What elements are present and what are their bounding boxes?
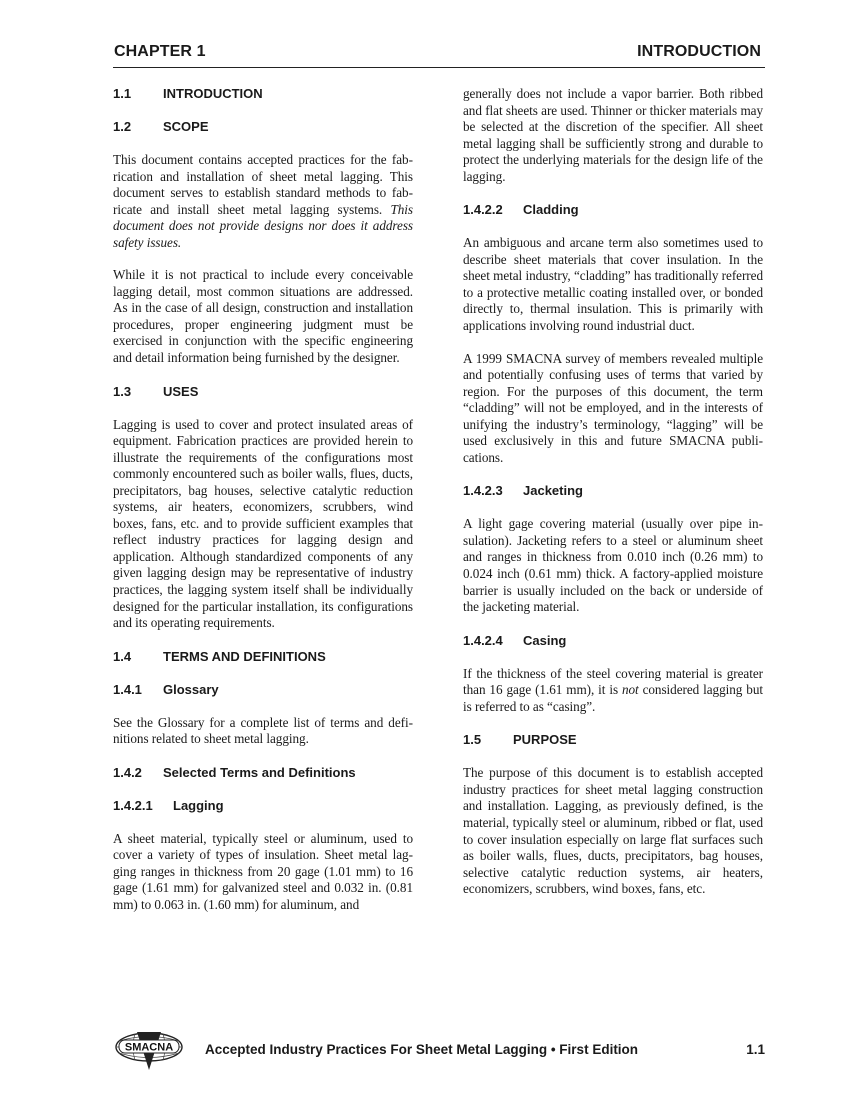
scope-paragraph-2: While it is not practical to include every conceivable lagging detail, most common situations are addressed. As in the case of all design, construction and installation procedures, proper engineering judgment must be exercised in conjunction with the specific engineering and detail information being furnished by the designer.: [113, 267, 413, 366]
chapter-label: CHAPTER 1: [114, 43, 206, 60]
svg-text:SMACNA: SMACNA: [124, 1041, 174, 1054]
cladding-paragraph-2: A 1999 SMACNA survey of members revealed multiple and potentially confusing uses of terms that varied by region. For the purposes of this document, the term “cladding” will not be employed, and in the interests of unifying the industry’s terminology, “lagging” will be used exclusively in this and future SMACNA publications.: [463, 350, 763, 465]
casing-paragraph: If the thickness of the steel covering material is greater than 16 gage (1.61 mm), it is not considered lagging but is referred to as “casing”.: [463, 665, 763, 714]
scope-paragraph-1: This document contains accepted practices for the fabrication and installation of sheet metal lagging. This document serves to establish standard methods to fabricate and install sheet metal lagging systems. This document does not provide designs nor does it address safety issues.: [113, 152, 413, 250]
left-column: [113, 86, 413, 914]
jacketing-paragraph: A light gage covering material (usually over pipe insulation). Jacketing refers to a steel or aluminum sheet and ranges in thickness from 0.010 inch (0.26 mm) to 0.024 inch (0.61 mm) thick. A factory-applied moisture barrier is usually included on the back or underside of the jacketing material.: [463, 516, 763, 615]
lagging-paragraph: A sheet material, typically steel or aluminum, used to cover a variety of types of insulation. Sheet metal lagging ranges in thickness from 20 gage (1.01 mm) to 16 gage (1.61 mm) for galvanized steel and 0.032 in. (0.81 mm) to 0.063 in. (1.60 mm) for aluminum, and: [113, 830, 413, 912]
heading-1-3: 1.3 USES: [113, 383, 199, 399]
header-section-title: INTRODUCTION: [637, 43, 761, 60]
purpose-paragraph: The purpose of this document is to establish accepted industry practices for sheet metal lagging construction and installation. Lagging, as previously defined, is the material, typically steel or aluminum, ribbed or flat, used to cover insulation especially on large flat surfaces such as boiler walls, flues, ducts, precipitators, bag houses, selective catalytic reduction systems, air heaters, economizers, scrubbers, wind boxes, fans, etc.: [463, 765, 763, 897]
heading-1-4-2-3: 1.4.2.3 Jacketing: [463, 483, 583, 499]
heading-1-4: 1.4 TERMS AND DEFINITIONS: [113, 648, 326, 664]
right-column: [463, 86, 763, 898]
heading-1-1: 1.1 INTRODUCTION: [113, 86, 263, 101]
cladding-paragraph-1: An ambiguous and arcane term also sometimes used to describe sheet materials that cover insulation. In the sheet metal industry, “cladding” has traditionally referred to a protective metallic coating installed over, or bonded directly to, thermal insulation. This is primarily with applications involving round industrial duct.: [463, 235, 763, 334]
heading-1-4-2-4: 1.4.2.4 Casing: [463, 632, 567, 648]
running-footer: [113, 1028, 765, 1072]
glossary-paragraph: See the Glossary for a complete list of terms and definitions related to sheet metal lagging.: [113, 714, 413, 747]
heading-1-2: 1.2 SCOPE: [113, 119, 209, 134]
page-number: 1.1: [746, 1042, 765, 1057]
heading-1-5: 1.5 PURPOSE: [463, 732, 577, 748]
heading-1-4-2-1: 1.4.2.1 Lagging: [113, 797, 224, 813]
running-header: [113, 43, 765, 68]
uses-paragraph: Lagging is used to cover and protect insulated areas of equipment. Fabrication practices are provided herein to illustrate the requirements of the configurations most commonly encountered such as boiler walls, flues, ducts, precipitators, bag houses, selective catalytic reduction systems, air heaters, economizers, scrubbers, wind boxes, fans, etc. and to provide sufficient examples that reflect industry practices for lagging design and application. Although standardized components of any given lagging design may be representative of industry practices, the lagging system itself shall be individually designed for the particular installation, its configurations and its operating requirements.: [113, 416, 413, 631]
heading-1-4-1: 1.4.1 Glossary: [113, 681, 219, 697]
lagging-paragraph-continued: generally does not include a vapor barrier. Both ribbed and flat sheets are used. Thinner or thicker materials may be selected at the discretion of the specifier. All sheet metal lagging shall be sufficiently strong and durable to protect the underlying materials for the design life of the lagging.: [463, 86, 763, 184]
footer-publication-title: Accepted Industry Practices For Sheet Metal Lagging • First Edition: [205, 1042, 639, 1057]
heading-1-4-2: 1.4.2 Selected Terms and Definitions: [113, 764, 356, 780]
heading-1-4-2-2: 1.4.2.2 Cladding: [463, 202, 579, 218]
smacna-logo-icon: [113, 1028, 185, 1072]
